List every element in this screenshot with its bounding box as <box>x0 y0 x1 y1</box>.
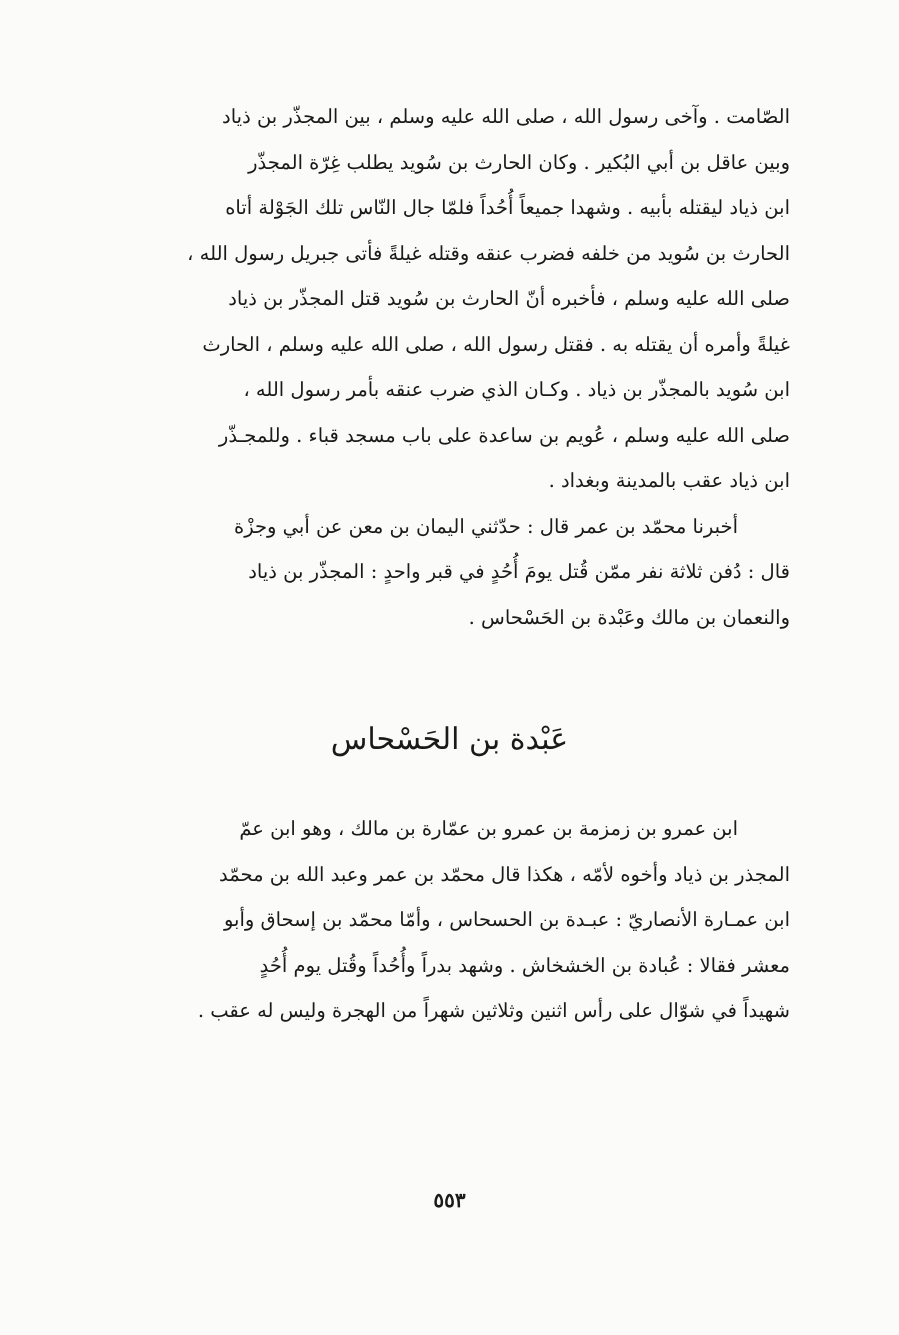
page-body-top <box>88 94 790 640</box>
text-line: صلى الله عليه وسلم ، فأخبره أنّ الحارث بن سُويد قتل المجذّر بن ذياد <box>228 287 790 310</box>
text-line: قال : دُفن ثلاثة نفر ممّن قُتل يومَ أُحُدٍ في قبر واحدٍ : المجذّر بن ذياد <box>248 560 790 583</box>
text-line: ابن ذياد عقب بالمدينة وبغداد . <box>548 469 790 492</box>
text-line: صلى الله عليه وسلم ، عُويم بن ساعدة على باب مسجد قباء . وللمجـذّر <box>218 423 790 447</box>
text-line: الحارث بن سُويد من خلفه فضرب عنقه وقتله غيلةً فأتى جبريل رسول الله ، <box>187 241 790 265</box>
text-line: ابن سُويد بالمجذّر بن ذياد . وكـان الذي ضرب عنقه بأمر رسول الله ، <box>243 378 790 401</box>
text-line: شهيداً في شوّال على رأس اثنين وثلاثين شهراً من الهجرة وليس له عقب . <box>197 999 790 1022</box>
text-line: غيلةً وأمره أن يقتله به . فقتل رسول الله ، صلى الله عليه وسلم ، الحارث <box>202 332 790 356</box>
text-line: والنعمان بن مالك وعَبْدة بن الحَسْحاس . <box>468 605 790 629</box>
text-line: وبين عاقل بن أبي البُكير . وكان الحارث بن سُويد يطلب غِرّة المجذّر <box>248 150 790 174</box>
text-line: ابن عمرو بن زمزمة بن عمرو بن عمّارة بن مالك ، وهو ابن عمّ <box>239 817 738 840</box>
page-body-bottom <box>88 806 790 1034</box>
text-line: الصّامت . وآخى رسول الله ، صلى الله عليه وسلم ، بين المجذّر بن ذياد <box>222 105 790 128</box>
page-number: ٥٥٣ <box>433 1188 466 1212</box>
text-line: ابن عمـارة الأنصاريّ : عبـدة بن الحسحاس ، وأمّا محمّد بن إسحاق وأبو <box>223 908 790 931</box>
text-line: المجذر بن ذياد وأخوه لأمّه ، هكذا قال محمّد بن عمر وعبد الله بن محمّد <box>218 862 790 886</box>
text-line: معشر فقالا : عُبادة بن الخشخاش . وشهد بدراً وأُحُداً وقُتل يوم أُحُدٍ <box>259 953 790 977</box>
section-heading: عَبْدة بن الحَسْحاس <box>330 722 569 757</box>
text-line: ابن ذياد ليقتله بأبيه . وشهدا جميعاً أُحُداً فلمّا جال النّاس تلك الجَوْلة أتاه <box>225 196 790 219</box>
text-line: أخبرنا محمّد بن عمر قال : حدّثني اليمان بن معن عن أبي وجزْة <box>234 514 738 538</box>
